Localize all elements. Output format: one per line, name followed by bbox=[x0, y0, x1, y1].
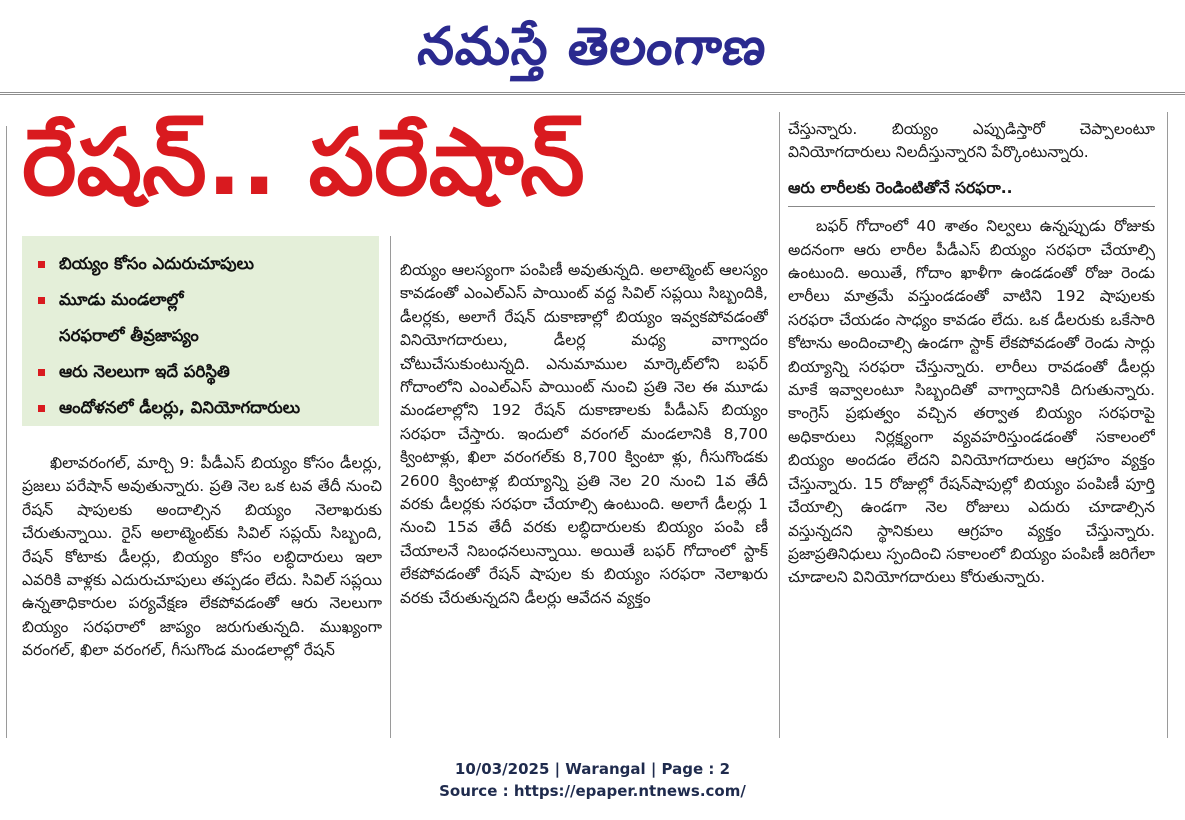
column-rule-2 bbox=[779, 112, 780, 738]
article-paragraph: ఖిలావరంగల్, మార్చి 9: పీడీఎస్ బియ్యం కోసం డీలర్లు, ప్రజలు పరేషాన్ అవుతున్నారు. ప్రతి నెల ఒక టవ తేదీ నుంచి రేషన్ షాపులకు అందాల్సిన బియ్యం నెలాఖరుకు చేరుతున్నాయి. రైస్ అలాట్మెంట్‌కు సివిల్ సప్లయ్ సిబ్బంది, రేషన్ కోటాకు డీలర్లు, బియ్యం కోసం లబ్ధిదారులు ఇలా ఎవరికి వాళ్లకు ఎదురుచూపులు తప్పడం లేదు. సివిల్ సప్లయి ఉన్నతాధికారుల పర్యవేక్షణ లేకపోవడంతో ఆరు నెలలుగా బియ్యం సరఫరాలో జాప్యం జరుగుతున్నది. ముఖ్యంగా వరంగల్, ఖిలా వరంగల్, గీసుగొండ మండలాల్లో రేషన్ bbox=[22, 454, 382, 660]
highlight-text: ఆందోళనలో డీలర్లు, వినియోగదారులు bbox=[59, 398, 301, 417]
article-column-2 bbox=[400, 259, 768, 737]
highlight-item bbox=[38, 354, 371, 390]
highlight-text: మూడు మండలాల్లో bbox=[59, 290, 184, 309]
article-paragraph: బఫర్ గోదాంలో 40 శాతం నిల్వలు ఉన్నప్పుడు రోజుకు అదనంగా ఆరు లారీల పీడీఎస్ బియ్యం సరఫరా చేయాల్సి ఉంటుంది. అయితే, గోదాం ఖాళీగా ఉండడంతో రోజు రెండు లారీలు మాత్రమే వస్తుండడంతో వాటిని 192 షాపులకు సరఫరా చేయడం సాధ్యం కావడం లేదు. ఒక డీలరుకు ఒకేసారి కోటాను అందించాల్సి ఉండగా స్టాక్ లేకపోవడంతో రెండు సార్లు బియ్యాన్ని సరఫరా చేస్తున్నారు. లారీలు రావడంతో డీలర్లు మాకే ఇవ్వాలంటూ సిబ్బందితో వాగ్వాదానికి దిగుతున్నారు. కాంగ్రెస్ ప్రభుత్వం వచ్చిన తర్వాత బియ్యం సరఫరాపై అధికారులు నిర్లక్ష్యంగా వ్యవహరిస్తుండడంతో సకాలంలో బియ్యం అందడం లేదని వినియోగదారులు ఆగ్రహం వ్యక్తం చేస్తున్నారు. 15 రోజుల్లో రేషన్‌షాపుల్లో బియ్యం పంపిణీ పూర్తి చేయాల్సి ఉండగా నెల రోజులు ఎదురు చూడాల్సిన వస్తున్నదని స్థానికులు ఆగ్రహం వ్యక్తం చేస్తున్నారు. ప్రజాప్రతినిధులు స్పందించి సకాలంలో బియ్యం పంపిణీ జరిగేలా చూడాలని వినియోగదారులు కోరుతున్నారు. bbox=[788, 217, 1155, 587]
highlight-item-continuation bbox=[38, 318, 371, 354]
highlight-item bbox=[38, 390, 371, 426]
bullet-square-icon bbox=[38, 405, 45, 412]
article-headline: రేషన్.. పరేషాన్ bbox=[22, 109, 585, 216]
column-rule-1 bbox=[390, 236, 391, 738]
article-paragraph: చేస్తున్నారు. బియ్యం ఎప్పుడిస్తారో చెప్పాలంటూ వినియోగదారులు నిలదీస్తున్నారని పేర్కొంటున్నారు. bbox=[788, 120, 1155, 162]
article-column-3 bbox=[788, 118, 1155, 738]
bullet-square-icon bbox=[38, 297, 45, 304]
source-link: Source : https://epaper.ntnews.com/ bbox=[439, 782, 746, 800]
article-paragraph: బియ్యం ఆలస్యంగా పంపిణీ అవుతున్నది. అలాట్మెంట్ ఆలస్యం కావడంతో ఎంఎల్ఎస్ పాయింట్ వద్ద సివిల్ సప్లయి సిబ్బందికి, డీలర్లకు, అలాగే రేషన్ దుకాణాల్లో బియ్యం ఇవ్వకపోవడంతో వినియోగదారులు, డీలర్ల మధ్య వాగ్వాదం చోటుచేసుకుంటున్నది. ఎనుమాముల మార్కెట్‌లోని బఫర్ గోదాంలోని ఎంఎల్ఎస్ పాయింట్ నుంచి ప్రతి నెల ఈ మూడు మండలాల్లోని 192 రేషన్ దుకాణాలకు పీడీఎస్ బియ్యం సరఫరా చేస్తారు. ఇందులో వరంగల్ మండలానికి 8,700 క్వింటాళ్లు, ఖిలా వరంగల్‌కు 8,700 క్వింటా ళ్లు, గీసుగొండకు 2600 క్వింటాళ్ల బియ్యాన్ని ప్రతి నెల 20 నుంచి 1వ తేదీ వరకు డీలర్లకు సరఫరా చేయాల్సి ఉంటుంది. అలాగే డీలర్లు 1 నుంచి 15వ తేదీ వరకు లబ్ధిదారులకు బియ్యం పంపి ణీ చేయాలనే నిబంధనలున్నాయి. అయితే బఫర్ గోదాంలో స్టాక్ లేకపోవడంతో రేషన్ షాపుల కు బియ్యం సరఫరా నెలాఖరు వరకు చేరుతున్నదని డీలర్లు ఆవేదన వ్యక్తం bbox=[400, 261, 768, 607]
highlight-item bbox=[38, 246, 371, 282]
article-subheading: ఆరు లారీలకు రెండింటితోనే సరఫరా.. bbox=[788, 177, 1155, 207]
highlight-item bbox=[38, 282, 371, 318]
masthead-divider bbox=[0, 92, 1185, 95]
bullet-square-icon bbox=[38, 261, 45, 268]
highlight-text: బియ్యం కోసం ఎదురుచూపులు bbox=[59, 254, 255, 273]
edition-info: 10/03/2025 | Warangal | Page : 2 bbox=[454, 760, 731, 778]
highlight-text: ఆరు నెలలుగా ఇదే పరిస్థితి bbox=[59, 362, 230, 381]
right-column-rule bbox=[1167, 112, 1168, 738]
highlight-text: సరఫరాలో తీవ్రజాప్యం bbox=[59, 326, 199, 345]
bullet-square-icon bbox=[38, 369, 45, 376]
left-column-rule bbox=[6, 126, 7, 738]
page-footer bbox=[0, 758, 1185, 802]
highlights-box bbox=[22, 236, 379, 426]
newspaper-masthead: నమస్తే తెలంగాణ bbox=[415, 17, 770, 77]
article-column-1 bbox=[22, 452, 382, 738]
